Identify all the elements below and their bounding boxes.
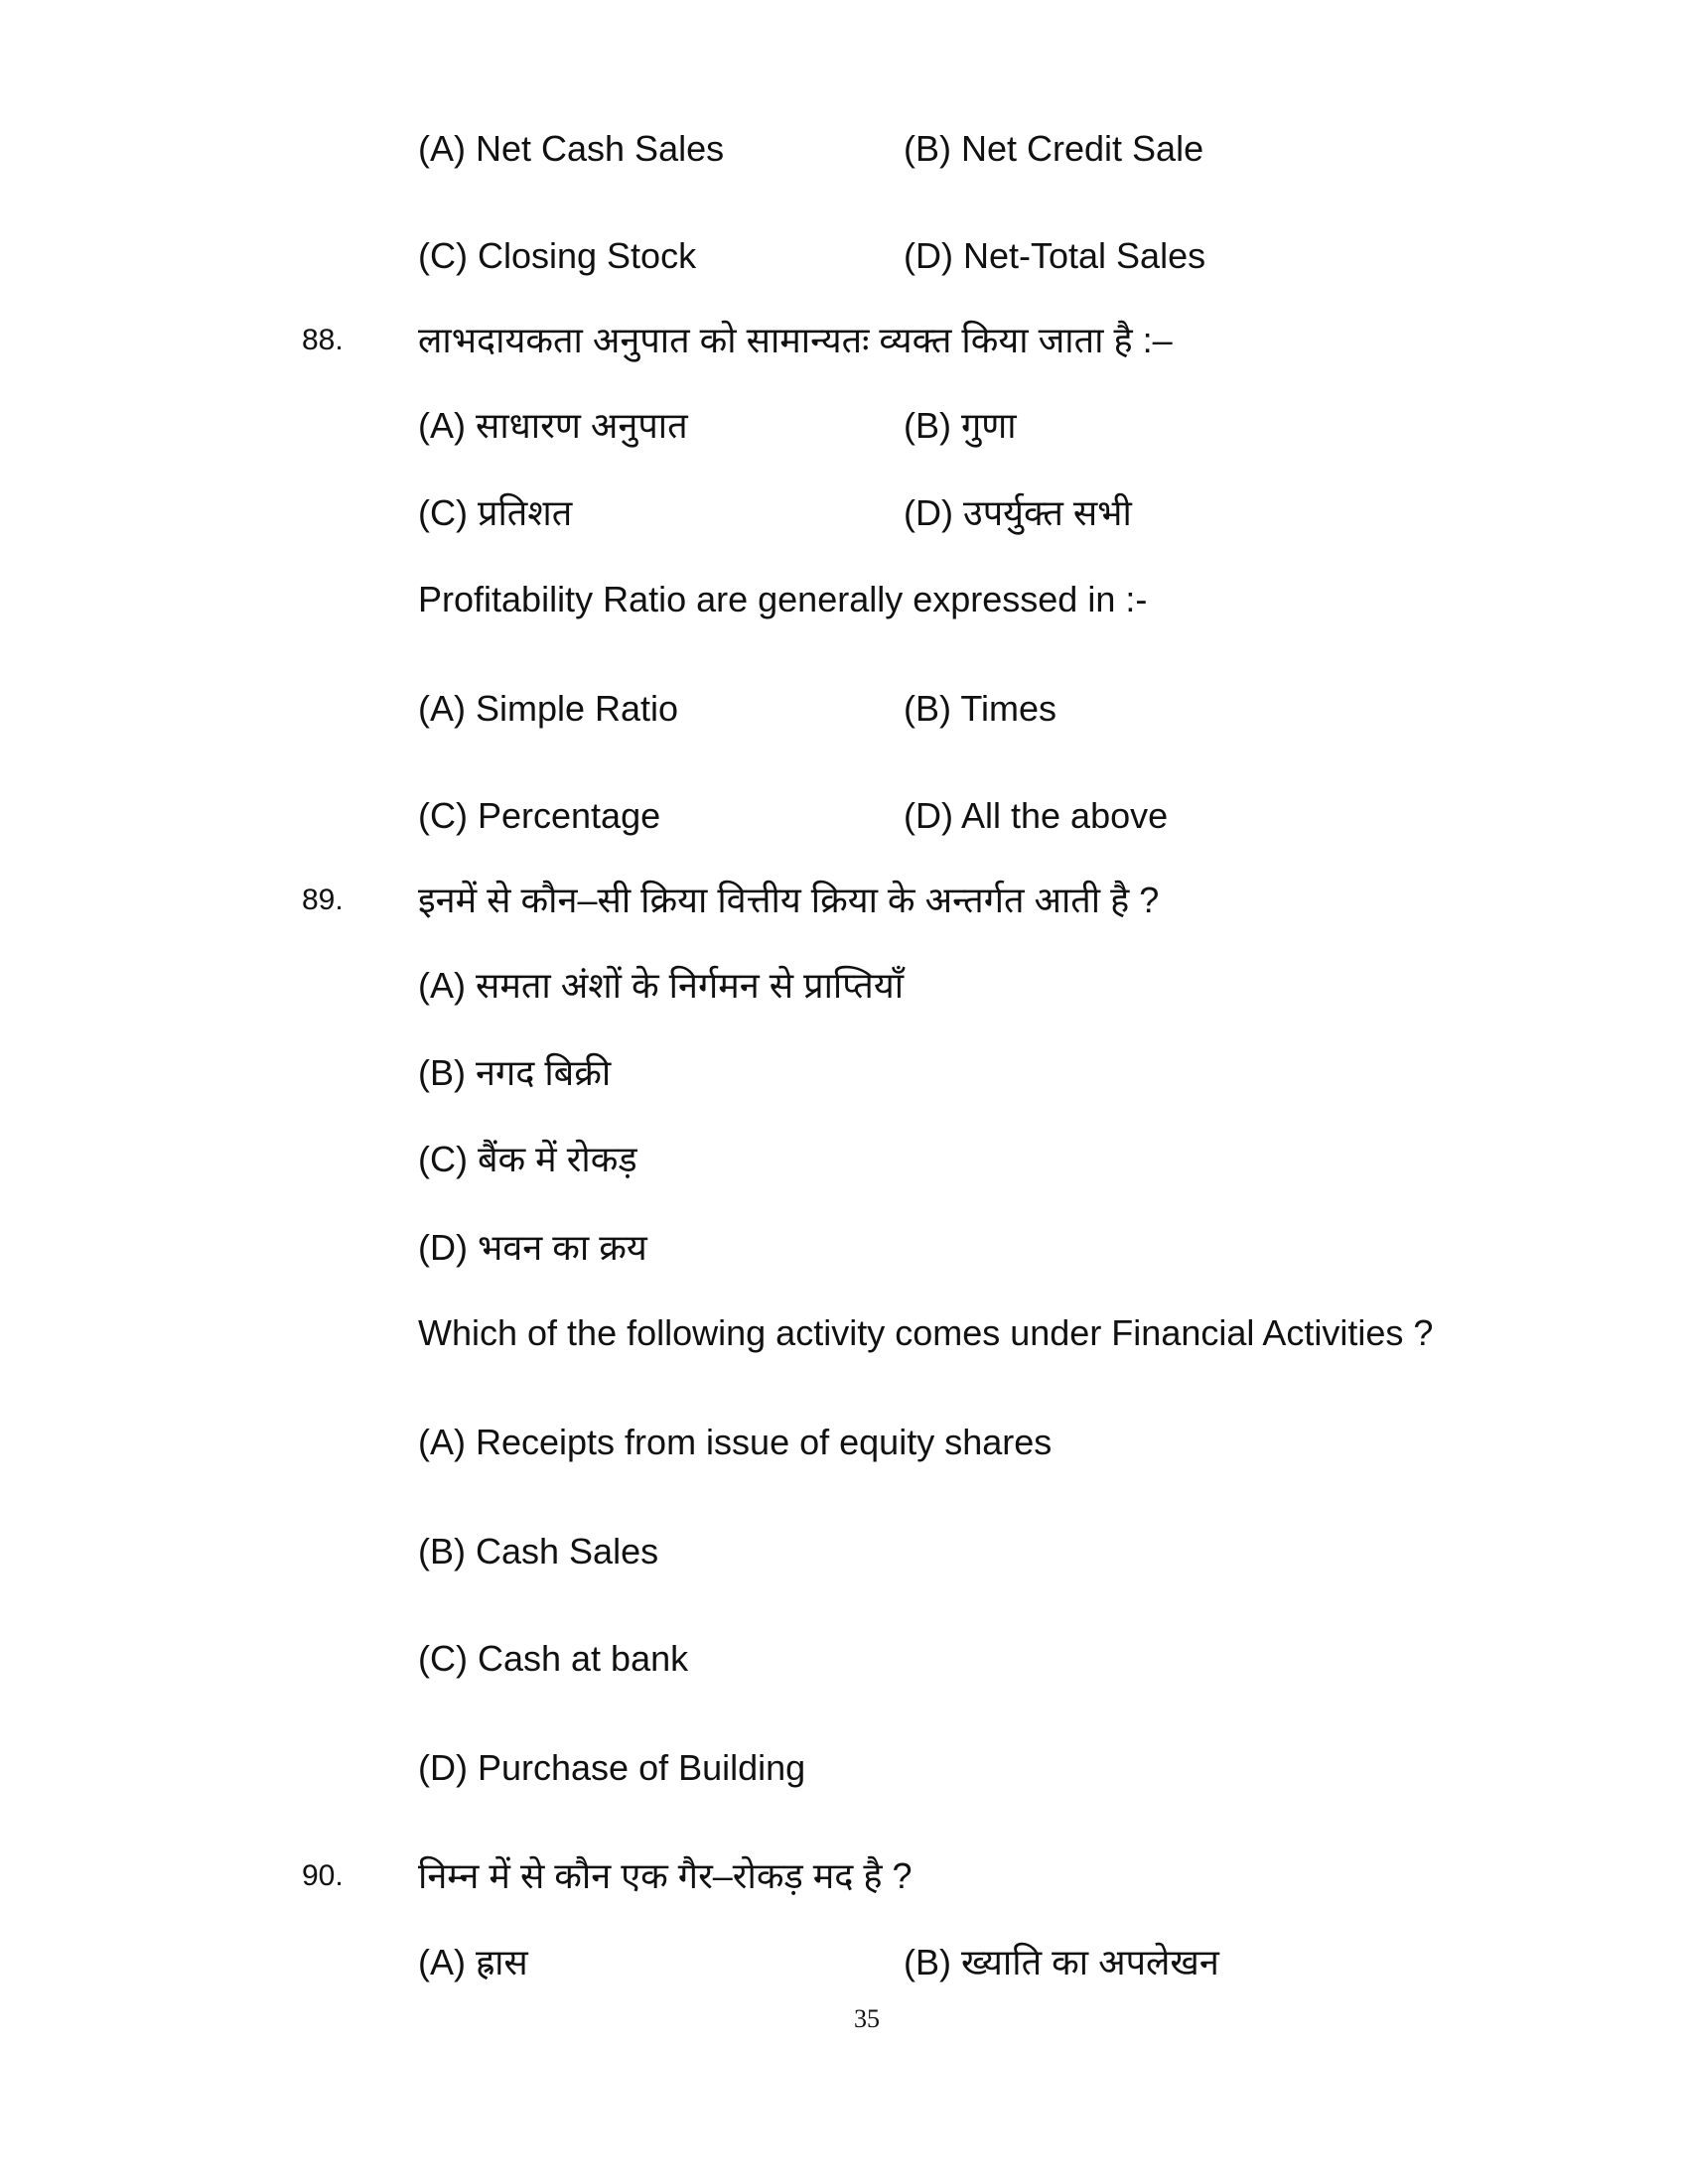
question-89-english-text: Which of the following activity comes under Financial Activities ?	[418, 1312, 1434, 1353]
q89-english-option-d: (D) Purchase of Building	[418, 1747, 806, 1788]
q88-hindi-option-a: (A) साधारण अनुपात	[418, 405, 688, 446]
q89-hindi-option-a: (A) समता अंशों के निर्गमन से प्राप्तियाँ	[418, 965, 905, 1006]
option-b-net-credit-sale: (B) Net Credit Sale	[904, 128, 1204, 169]
q89-hindi-option-b: (B) नगद बिक्री	[418, 1052, 612, 1093]
q88-english-option-c: (C) Percentage	[418, 795, 661, 836]
q89-english-option-b: (B) Cash Sales	[418, 1531, 659, 1571]
question-number-88: 88.	[302, 324, 344, 356]
q89-hindi-option-d: (D) भवन का क्रय	[418, 1227, 647, 1268]
option-d-net-total-sales: (D) Net-Total Sales	[904, 235, 1206, 276]
option-c-closing-stock: (C) Closing Stock	[418, 235, 697, 276]
q90-hindi-option-b: (B) ख्याति का अपलेखन	[904, 1942, 1219, 1982]
question-88-english-text: Profitability Ratio are generally expressed in :-	[418, 579, 1148, 619]
q88-hindi-option-b: (B) गुणा	[904, 405, 1017, 446]
q88-english-option-d: (D) All the above	[904, 795, 1169, 836]
q89-hindi-option-c: (C) बैंक में रोकड़	[418, 1139, 637, 1179]
option-a-net-cash-sales: (A) Net Cash Sales	[418, 128, 725, 169]
question-number-89: 89.	[302, 884, 344, 916]
q90-hindi-option-a: (A) ह्रास	[418, 1942, 528, 1982]
q89-english-option-a: (A) Receipts from issue of equity shares	[418, 1422, 1053, 1462]
q88-english-option-a: (A) Simple Ratio	[418, 688, 679, 729]
q89-english-option-c: (C) Cash at bank	[418, 1638, 689, 1679]
q88-hindi-option-c: (C) प्रतिशत	[418, 492, 573, 533]
question-number-90: 90.	[302, 1859, 344, 1892]
q88-hindi-option-d: (D) उपर्युक्त सभी	[904, 492, 1132, 533]
question-88-hindi-text: लाभदायकता अनुपात को सामान्यतः व्यक्त किया जाता है :–	[418, 320, 1173, 360]
page-number: 35	[854, 2004, 880, 2033]
question-89-hindi-text: इनमें से कौन–सी क्रिया वित्तीय क्रिया के अन्तर्गत आती है ?	[418, 880, 1160, 920]
question-90-hindi-text: निम्न में से कौन एक गैर–रोकड़ मद है ?	[418, 1855, 913, 1896]
q88-english-option-b: (B) Times	[904, 688, 1057, 729]
